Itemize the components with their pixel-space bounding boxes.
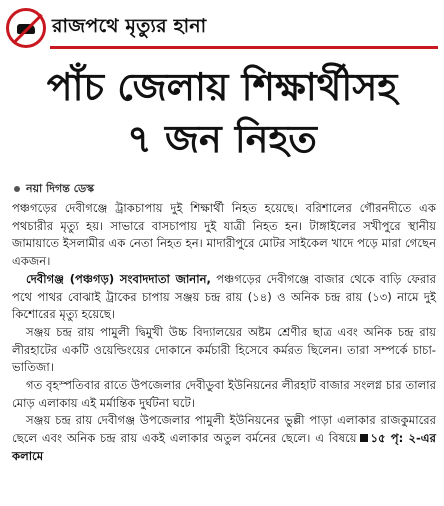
- kicker-underline: [50, 46, 438, 49]
- square-jump-icon: [360, 434, 368, 442]
- article-body: [12, 200, 436, 466]
- headline-line-1: পাঁচ জেলায় শিক্ষার্থীসহ: [46, 65, 398, 109]
- section-kicker: রাজপথে মৃত্যুর হানা: [52, 15, 207, 37]
- road-accident-emblem-icon: [6, 8, 46, 48]
- continued-on-link[interactable]: ১৫ পৃ: ২-এর কলামে: [12, 431, 436, 463]
- paragraph-1: পঞ্চগড়ের দেবীগঞ্জে ট্রাকচাপায় দুই শিক্ষার্থী নিহত হয়েছে। বরিশালের গৌরনদীতে এক পথচারীর মৃত্যু হয়। সাভারে বাসচাপায় দুই যাত্রী নিহত হন। টাঙ্গাইলের সখীপুরে স্থানীয় জামায়াতে ইসলামীর এক নেতা নিহত হন। মাদারীপুরে মোটর সাইকেল খাদে পড়ে মারা গেছেন একজন।: [12, 201, 436, 269]
- byline-text: নয়া দিগন্ত ডেস্ক: [26, 182, 95, 195]
- paragraph-2: [12, 271, 436, 324]
- headline-line-2: ৭ জন নিহত: [127, 117, 317, 161]
- paragraph-3: সঞ্জয় চন্দ্র রায় পামুলী দ্বিমুখী উচ্চ বিদ্যালয়ের অষ্টম শ্রেণীর ছাত্র এবং অনিক চন্দ্র রায় লীরহাটের একটি ওয়েল্ডিংয়ের দোকানে কর্মচারী হিসেবে কর্মরত ছিলেন। তারা সম্পর্কে চাচা-ভাতিজা।: [12, 324, 436, 375]
- byline: [14, 180, 94, 199]
- section-header: [6, 8, 438, 50]
- bullet-dot-icon: [14, 186, 20, 192]
- paragraph-5-text: সঞ্জয় চন্দ্র রায় দেবীগঞ্জ উপজেলার পামুলী ইউনিয়নের ভুল্লী পাড়া এলাকার রাজকুমারের ছেলে এবং অনিক চন্দ্র রায় একই এলাকার অতুল বর্মনের ছেলে। এ বিষয়ে: [12, 413, 436, 446]
- paragraph-4: গত বৃহস্পতিবার রাতে উপজেলার দেবীডুবা ইউনিয়নের লীরহাট বাজার সংলগ্ন চার তালার মোড় এলাকায় এই মর্মান্তিক দুর্ঘটনা ঘটে।: [12, 378, 436, 410]
- paragraph-2-text: পঞ্চগড়ের দেবীগঞ্জে বাজার থেকে বাড়ি ফেরার পথে পাথর বোঝাই ট্রাকের চাপায় সঞ্জয় চন্দ্র রায় (১৪) ও অনিক চন্দ্র রায় (১৩) নামে দুই কিশোরের মৃত্যু হয়েছে।: [12, 271, 436, 322]
- dateline: দেবীগঞ্জ (পঞ্চগড়) সংবাদদাতা জানান,: [26, 271, 211, 286]
- paragraph-5: [12, 412, 436, 465]
